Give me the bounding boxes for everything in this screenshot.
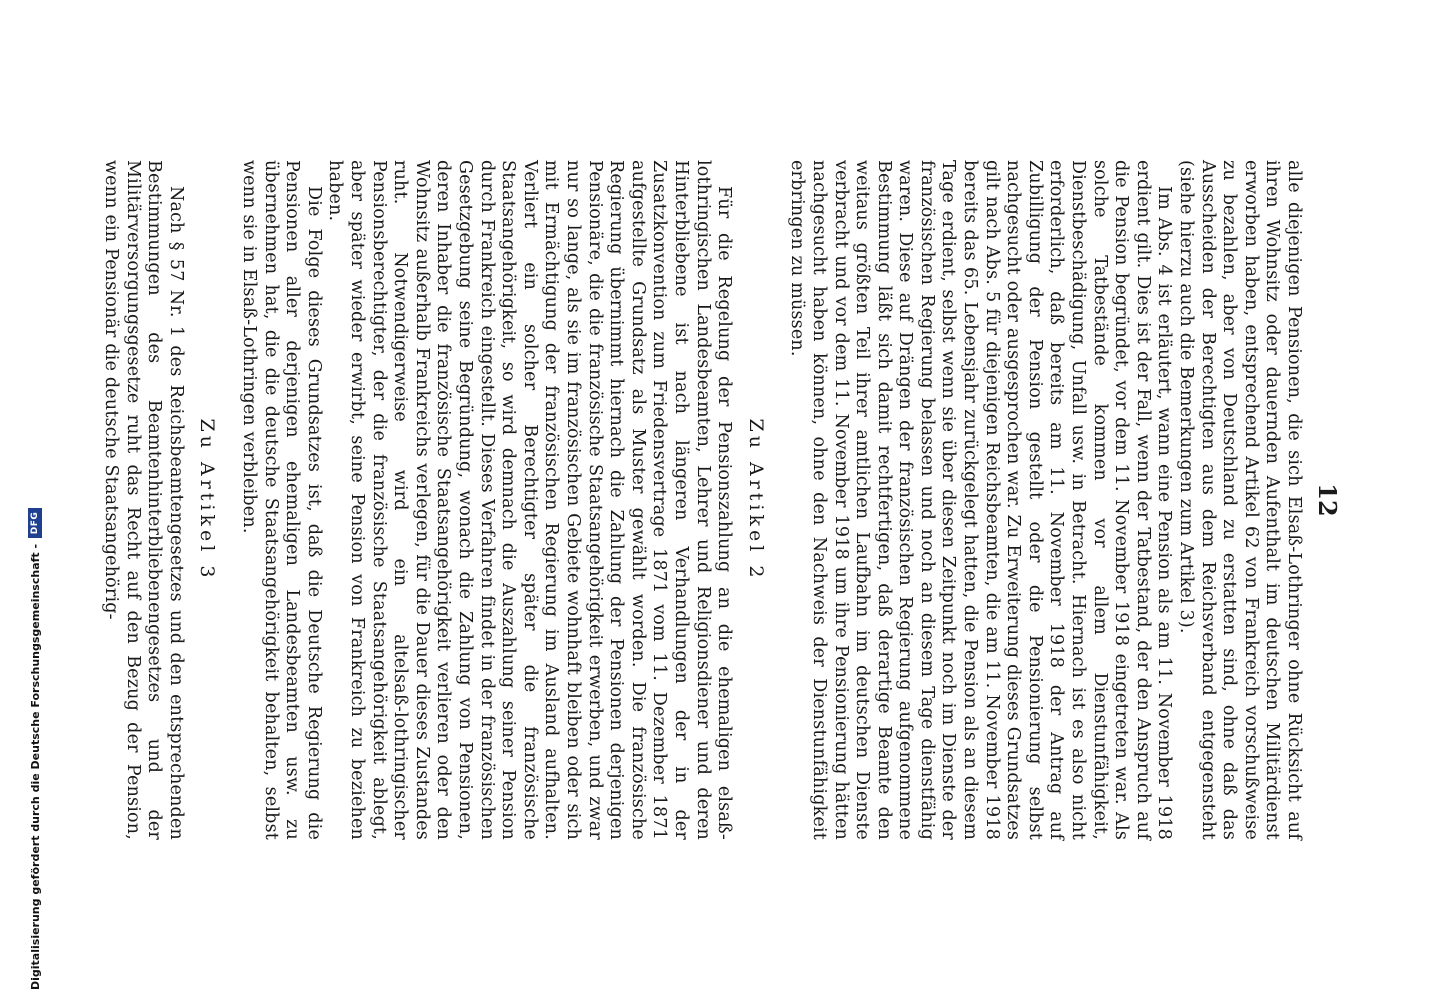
digitization-footer — [0, 0, 42, 1000]
paragraph: Im Abs. 4 ist erläutert, wann eine Pension als am 11. November 1918 erdient gilt. Dies ist der Fall, wenn der Tatbestand, der den Anspruch auf die Pension begründet, vor dem 11. November 1918 eingetreten war. Als solche Tatbestände kommen vor allem Dienstunfähigkeit, Dienstbeschädigung, Unfall usw. in Betracht. Hiernach ist es also nicht erforderlich, daß bereits am 11. November 1918 der Antrag auf Zubilligung der Pension gestellt oder die Pensionierung selbst nachgesucht oder ausgesprochen war. Zu Erweiterung dieses Grundsatzes gilt nach Abs. 5 für diejenigen Reichsbeamten, die am 11. November 1918 bereits das 65. Lebensjahr zurückgelegt hatten, die Pension als an diesem Tage erdient, selbst wenn sie über diesen Zeitpunkt noch im Dienste der französischen Regierung belassen und noch an diesem Tage dienstfähig waren. Diese auf Drängen der französischen Regierung aufgenommene Bestimmung läßt sich damit rechtfertigen, daß derartige Beamte den weitaus größten Teil ihrer amtlichen Laufbahn im deutschen Dienste verbracht und vor dem 11. November 1918 um ihre Pensionierung hätten nachgesucht haben können, ohne den Nachweis der Dienstunfähigkeit erbringen zu müssen. — [787, 160, 1175, 840]
section-heading-artikel-3: Zu Artikel 3 — [196, 418, 219, 582]
paragraph: Die Folge dieses Grundsatzes ist, daß die Deutsche Regierung die Pensionen aller derjenigen ehemaligen Landesbeamten usw. zu übernehmen hat, die die deutsche Staatsangehörigkeit behalten, selbst wenn sie in Elsaß-Lothringen verbleiben. — [239, 160, 324, 840]
text-column — [100, 160, 1304, 840]
paragraph: Nach § 57 Nr. 1 des Reichsbeamtengesetzes und den entsprechenden Bestimmungen des Beamtenhinterbliebenengesetzes und der Militärversorgungsgesetze ruht das Recht auf den Bezug der Pension, wenn ein Pensionär die deutsche Staatsangehörig- — [101, 160, 186, 840]
paragraph: alle diejenigen Pensionen, die sich Elsaß-Lothringer ohne Rücksicht auf ihren Wohnsitz oder dauernden Aufenthalt im deutschen Militärdienst erworben haben, entsprechend Artikel 62 von Frankreich vorschußweise zu bezahlen, aber von Deutschland zu erstatten sind, ohne daß das Ausscheiden der Berechtigten aus dem Reichsverband entgegensteht (siehe hierzu auch die Bemerkungen zum Artikel 3). — [1176, 160, 1304, 840]
footer-text: Digitalisierung gefördert durch die Deutsche Forschungsgemeinschaft - — [28, 543, 42, 990]
page-number: 12 — [1313, 483, 1342, 517]
section-heading-artikel-2: Zu Artikel 2 — [744, 418, 767, 582]
dfg-logo-icon: DFG — [28, 508, 42, 538]
paragraph: Für die Regelung der Pensionszahlung an die ehemaligen elsaß-lothringischen Landesbeamten, Lehrer und Religionsdiener und deren Hinterbliebene ist nach längeren Verhandlungen der in der Zusatzkonvention zum Friedensvertrage 1871 vom 11. Dezember 1871 aufgestellte Grundsatz als Muster gewählt worden. Die französische Regierung übernimmt hiernach die Zahlung der Pensionen derjenigen Pensionäre, die die französische Staatsangehörigkeit erwerben, und zwar nur so lange, als sie im französischen Gebiete wohnhaft bleiben oder sich mit Ermächtigung der französischen Regierung im Ausland aufhalten. Verliert ein solcher Berechtigter später die französische Staatsangehörigkeit, so wird demnach die Auszahlung seiner Pension durch Frankreich eingestellt. Dieses Verfahren findet in der französischen Gesetzgebung seine Begründung, wonach die Zahlung von Pensionen, deren Inhaber die französische Staatsangehörigkeit verlieren oder den Wohnsitz außerhalb Frankreichs verlegen, für die Dauer dieses Zustandes ruht. Notwendigerweise wird ein altelsaß-lothringischer Pensionsberechtigter, der die französische Staatsangehörigkeit ablegt, aber später wieder erwirbt, seine Pension von Frankreich zu beziehen haben. — [325, 160, 735, 840]
